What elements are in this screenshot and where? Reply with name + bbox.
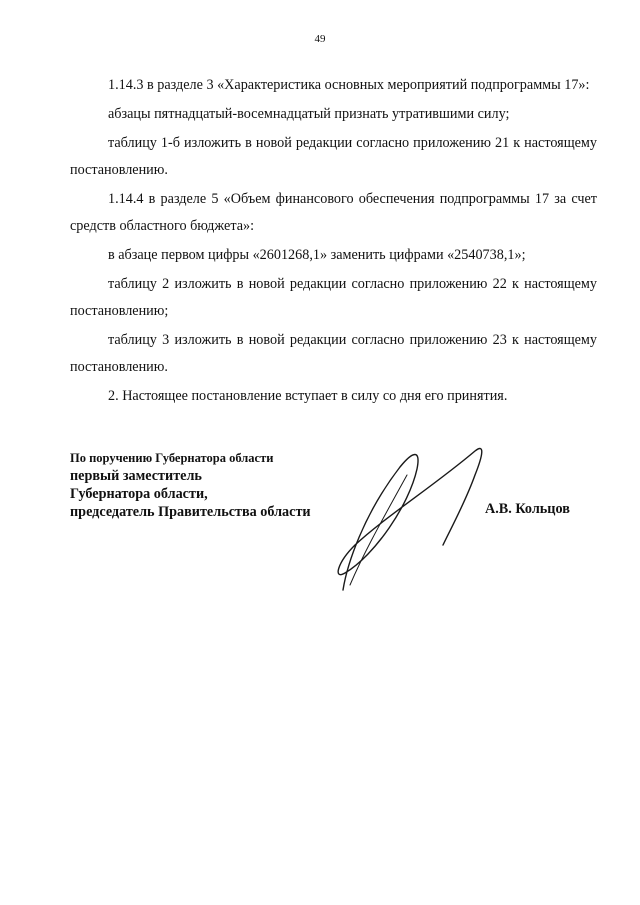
paragraph-1-14-4: 1.14.4 в разделе 5 «Объем финансового обеспечения подпрограммы 17 за счет средств областного бюджета»: [70, 191, 597, 234]
paragraph-abzacy: абзацы пятнадцатый-восемнадцатый признать утратившими силу; [108, 106, 510, 122]
paragraph-numbers-replace: в абзаце первом цифры «2601268,1» заменить цифрами «2540738,1»; [108, 247, 526, 263]
signature-position-2: Губернатора области, [70, 486, 208, 502]
paragraph-table-2: таблицу 2 изложить в новой редакции согласно приложению 22 к настоящему постановлению; [70, 276, 597, 319]
document-body [70, 72, 597, 410]
paragraph-table-1b: таблицу 1-б изложить в новой редакции согласно приложению 21 к настоящему постановлению. [70, 135, 597, 178]
paragraph-table-3: таблицу 3 изложить в новой редакции согласно приложению 23 к настоящему постановлению. [70, 332, 597, 375]
signature-position-1: первый заместитель [70, 468, 202, 484]
signature-position-3: председатель Правительства области [70, 504, 311, 520]
signature-authority: По поручению Губернатора области [70, 451, 274, 465]
page-number: 49 [314, 33, 326, 45]
signature-block [70, 450, 311, 521]
signer-name: А.В. Кольцов [485, 501, 570, 517]
paragraph-effective-date: 2. Настоящее постановление вступает в силу со дня его принятия. [108, 388, 508, 404]
handwritten-signature-icon [325, 445, 500, 595]
paragraph-1-14-3: 1.14.3 в разделе 3 «Характеристика основных мероприятий подпрограммы 17»: [108, 77, 590, 93]
